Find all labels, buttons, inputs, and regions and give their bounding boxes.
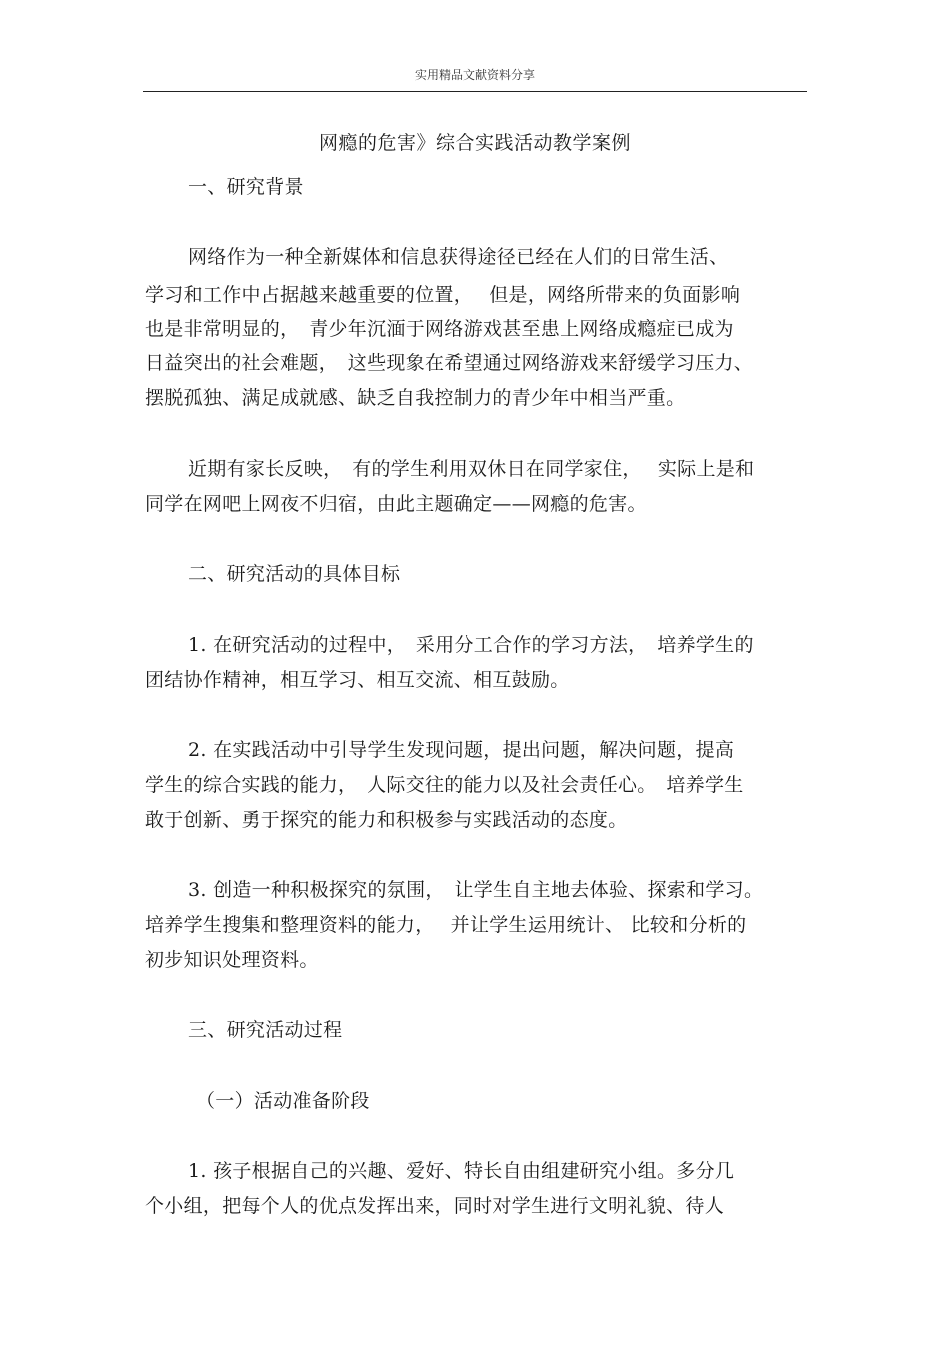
header-divider [143,91,807,92]
text-line: 二、研究活动的具体目标 [188,563,401,585]
text-line: 2. 在实践活动中引导学生发现问题，提出问题，解决问题，提高 [188,739,735,761]
text-line: 敢于创新、勇于探究的能力和积极参与实践活动的态度。 [145,809,628,831]
text-line: 个小组，把每个人的优点发挥出来，同时对学生进行文明礼貌、待人 [145,1195,725,1217]
text-line: 同学在网吧上网夜不归宿，由此主题确定——网瘾的危害。 [145,493,647,515]
text-line: 网络作为一种全新媒体和信息获得途径已经在人们的日常生活、 [188,246,729,268]
text-line: 初步知识处理资料。 [145,949,319,971]
text-line: 学生的综合实践的能力， 人际交往的能力以及社会责任心。 培养学生 [145,774,744,796]
text-line: 摆脱孤独、满足成就感、缺乏自我控制力的青少年中相当严重。 [145,387,686,409]
text-line: 团结协作精神，相互学习、相互交流、相互鼓励。 [145,669,570,691]
page-header: 实用精品文献资料分享 [414,68,535,82]
text-line: 也是非常明显的， 青少年沉湎于网络游戏甚至患上网络成瘾症已成为 [145,318,734,340]
document-title: 网瘾的危害》综合实践活动教学案例 [318,132,631,154]
text-line: （一）活动准备阶段 [196,1090,370,1112]
text-line: 学习和工作中占据越来越重要的位置， 但是，网络所带来的负面影响 [145,284,741,306]
text-line: 日益突出的社会难题， 这些现象在希望通过网络游戏来舒缓学习压力、 [145,352,754,374]
text-line: 三、研究活动过程 [188,1019,343,1041]
text-line: 1. 孩子根据自己的兴趣、爱好、特长自由组建研究小组。多分几 [188,1160,735,1182]
text-line: 近期有家长反映， 有的学生利用双休日在同学家住， 实际上是和 [188,458,755,480]
text-line: 培养学生搜集和整理资料的能力， 并让学生运用统计、 比较和分析的 [145,914,747,936]
text-line: 1. 在研究活动的过程中， 采用分工合作的学习方法， 培养学生的 [188,634,754,656]
text-line: 3. 创造一种积极探究的氛围， 让学生自主地去体验、探索和学习。 [188,879,764,901]
text-line: 一、研究背景 [188,176,304,198]
